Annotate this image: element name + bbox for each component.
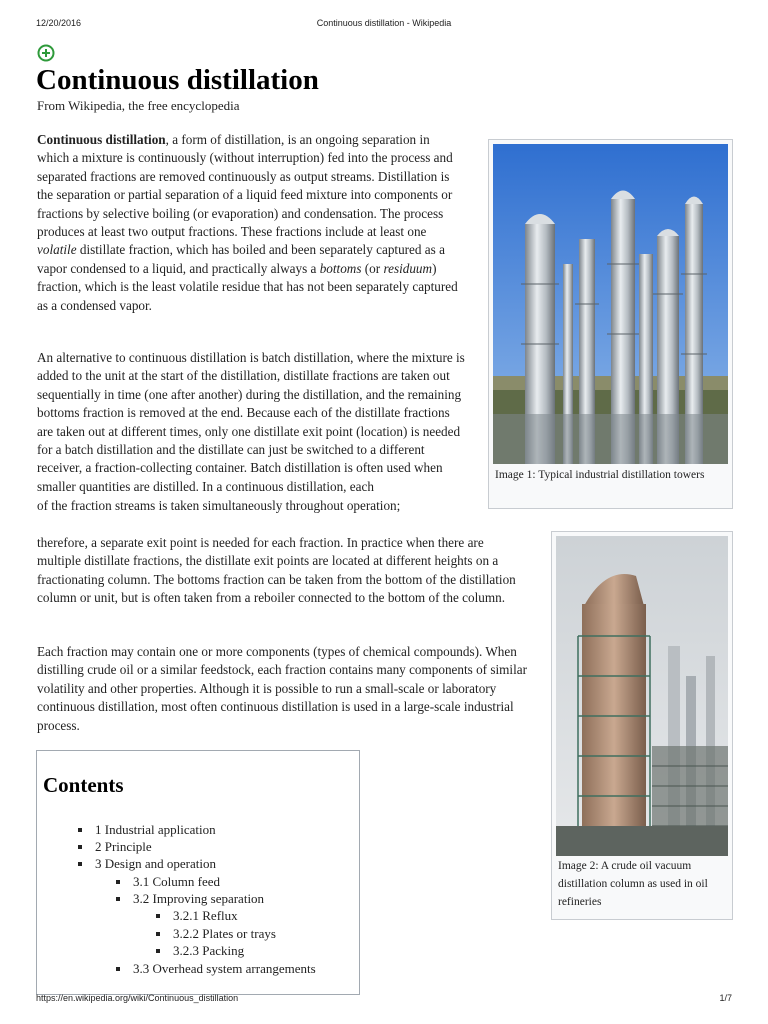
toc-heading: Contents	[43, 773, 124, 797]
toc-item-improving-separation[interactable]: 3.2 Improving separation	[133, 891, 265, 906]
toc-item-industrial-application[interactable]: 1 Industrial application	[95, 822, 216, 837]
link-bottoms[interactable]: bottoms	[319, 260, 362, 276]
toc-item-reflux[interactable]: 3.2.1 Reflux	[173, 908, 238, 923]
print-date: 12/20/2016	[36, 18, 82, 28]
print-header	[36, 18, 732, 32]
page-title: Continuous distillation	[36, 64, 319, 96]
toc-item-column-feed[interactable]: 3.1 Column feed	[133, 874, 221, 889]
print-footer	[36, 993, 732, 1007]
batch-paragraph-part2: of the fraction streams is taken simultaneously throughout operation;	[37, 498, 401, 513]
table-of-contents	[36, 750, 360, 995]
toc-item-principle[interactable]: 2 Principle	[95, 839, 152, 854]
figure-2-caption: Image 2: A crude oil vacuum distillation column as used in oil refineries	[558, 860, 708, 908]
link-residuum[interactable]: residuum	[383, 260, 433, 276]
print-page-number: 1/7	[719, 993, 732, 1003]
figure-distillation-towers	[488, 139, 733, 509]
figure-1-caption: Image 1: Typical industrial distillation towers	[495, 469, 705, 481]
print-url: https://en.wikipedia.org/wiki/Continuous_distillation	[36, 993, 239, 1003]
toc-item-packing[interactable]: 3.2.3 Packing	[173, 943, 245, 958]
distillation-towers-photo[interactable]	[493, 144, 728, 464]
article-tagline: From Wikipedia, the free encyclopedia	[37, 98, 240, 113]
figure-vacuum-column	[551, 531, 733, 920]
term-bold: Continuous distillation	[37, 132, 166, 147]
print-page-title: Continuous distillation - Wikipedia	[316, 18, 452, 28]
toc-item-plates-or-trays[interactable]: 3.2.2 Plates or trays	[173, 926, 276, 941]
link-volatile[interactable]: volatile	[37, 242, 77, 258]
intro-paragraph: Continuous distillation, a form of distillation, is an ongoing separation in which a mixture is continuously (without interruption) fed into the process and separated fractions are removed continuously as output streams. Distillation is the separation or partial separation of a liquid feed mixture into components or fractions by selective boiling (or evaporation) and condensation. The process produces at least two output fractions. These fractions include at least one volatile distillate fraction, which has boiled and been separately captured as a vapor condensed to a liquid, and practically always a bottoms (or residuum) fraction, which is the least volatile residue that has not been separately captured as a condensed vapor.	[37, 132, 458, 313]
toc-item-design-and-operation[interactable]: 3 Design and operation	[95, 856, 216, 871]
batch-paragraph-part3: therefore, a separate exit point is needed for each fraction. In practice when there are multiple distillate fractions, the distillate exit points are located at different heights on a fractionating column. The bottoms fraction can be taken from the bottom of the distillation column or unit, but is often taken from a reboiler connected to the bottom of the column.	[37, 535, 516, 606]
fraction-paragraph: Each fraction may contain one or more components (types of chemical compounds). When distilling crude oil or a similar feedstock, each fraction contains many components of similar volatility and other properties. Although it is possible to run a small-scale or laboratory continuous distillation, most often continuous distillation is used in a large-scale industrial process.	[37, 644, 527, 733]
vacuum-column-photo[interactable]	[556, 536, 728, 856]
toc-item-overhead-system[interactable]: 3.3 Overhead system arrangements	[133, 961, 316, 976]
batch-paragraph-part1: An alternative to continuous distillation is batch distillation, where the mixture is added to the unit at the start of the distillation, distillate fractions are taken out sequentially in time (one after another) during the distillation, and the remaining bottoms fraction is removed at the end. Because each of the distillate fractions are taken out at different times, only one distillate exit point (location) is needed for a batch distillation and the distillate can just be switched to a different receiver, a fraction-collecting container. Batch distillation is often used when smaller quantities are distilled. In a continuous distillation, each	[37, 350, 465, 494]
add-circle-icon[interactable]	[37, 44, 55, 62]
